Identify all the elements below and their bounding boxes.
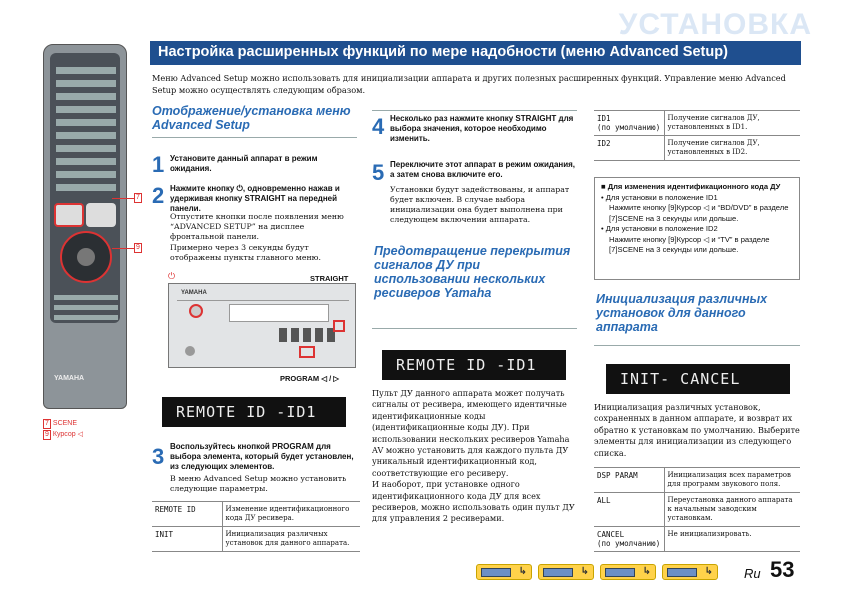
step-2-text-1: Отпустите кнопки после появления меню “ADVANCED SETUP” на дисплее фронтальной панели.: [170, 212, 344, 241]
init-option-row: [594, 527, 800, 552]
init-option-value: Инициализация всех параметров для программ звукового поля.: [664, 468, 800, 493]
setup-item-value: Изменение идентификационного кода ДУ ресивера.: [222, 502, 360, 527]
init-option-key: ALL: [594, 493, 664, 527]
init-option-value: Не инициализировать.: [664, 527, 800, 552]
init-option-key: DSP PARAM: [594, 468, 664, 493]
remote-id-row: [594, 111, 800, 136]
setup-item-row: [152, 527, 360, 552]
step-3-title: Воспользуйтесь кнопкой PROGRAM для выбора элемента, который будет установлен, из следующих элементов.: [170, 442, 354, 471]
nav-button-1[interactable]: ↳: [476, 564, 532, 580]
setup-item-key: INIT: [152, 527, 222, 552]
callout-9-marker: 9: [136, 244, 140, 251]
step-2-title: Нажмите кнопку ⏻, одновременно нажав и удерживая кнопку STRAIGHT на передней панели.: [170, 184, 340, 213]
remote-brand: YAMAHA: [54, 375, 85, 382]
remote-legend-7: 7 SCENE: [45, 420, 78, 427]
nav-button-2[interactable]: ↳: [538, 564, 594, 580]
remote-id-key: ID1 (по умолчанию): [594, 111, 664, 136]
straight-label: STRAIGHT: [310, 274, 349, 283]
remote-id-box-title: ■ Для изменения идентификационного кода ДУ: [601, 182, 781, 191]
step-3-text: В меню Advanced Setup можно установить следующие параметры.: [170, 474, 347, 493]
setup-item-row: [152, 502, 360, 527]
section-heading-advanced-setup: Отображение/установка меню Advanced Setup: [152, 104, 351, 132]
init-description: Инициализация различных установок, сохраненных в данном аппарате, и возврат их обратно к установкам по умолчанию. Выберите элементы для инициализации из следующего списка.: [594, 402, 800, 458]
step-4-title: Несколько раз нажмите кнопку STRAIGHT для выбора значения, которое необходимо изменить.: [390, 114, 574, 143]
step-5-title: Переключите этот аппарат в режим ожидания, а затем снова включите его.: [390, 160, 576, 179]
section-watermark: УСТАНОВКА: [618, 8, 812, 41]
init-options-table: [594, 467, 800, 552]
init-option-value: Переустановка данного аппарата к начальным заводским установкам.: [664, 493, 800, 527]
remote-id-box-line-2: Нажмите кнопку [9]Курсор ◁ и “BD/DVD” в разделе [7]SCENE на 3 секунды или дольше.: [609, 203, 789, 223]
remote-id-box-line-3: • Для установки в положение ID2: [601, 224, 718, 233]
section-heading-init: Инициализация различных установок для данного аппарата: [596, 292, 768, 334]
lcd-display-remote-id-2: REMOTE ID -ID1: [382, 350, 566, 380]
program-label: PROGRAM ◁ / ▷: [280, 374, 340, 383]
remote-id-box-line-1: • Для установки в положение ID1: [601, 192, 718, 202]
power-label: ⏻: [168, 272, 176, 282]
language-label: Ru: [744, 566, 761, 581]
step-3-number: 3: [152, 444, 165, 469]
intro-text: Меню Advanced Setup можно использовать для инициализации аппарата и других полезных расширенных функций. Управление меню Advanced Setup можно осуществлять следующим образом.: [152, 73, 786, 95]
step-1-number: 1: [152, 152, 165, 177]
step-2-number: 2: [152, 183, 165, 208]
step-5-number: 5: [372, 160, 385, 185]
step-5-text: Установки будут задействованы, и аппарат будет включен. В случае выбора инициализации она будет выполнена при следующем включении аппарата.: [390, 185, 570, 224]
nav-button-3[interactable]: ↳: [600, 564, 656, 580]
remote-id-value: Получение сигналов ДУ, установленных в ID2.: [664, 136, 800, 161]
step-4-number: 4: [372, 114, 385, 139]
init-option-row: [594, 468, 800, 493]
setup-item-key: REMOTE ID: [152, 502, 222, 527]
remote-id-values-table: [594, 110, 800, 161]
remote-legend-9: 9 Курсор ◁: [45, 431, 83, 438]
step-2-text-2: Примерно через 3 секунды будут отображены пункты главного меню.: [170, 243, 321, 262]
step-1-title: Установите данный аппарат в режим ожидания.: [170, 154, 318, 173]
nav-button-4[interactable]: ↳: [662, 564, 718, 580]
init-option-key: CANCEL (по умолчанию): [594, 527, 664, 552]
remote-id-row: [594, 136, 800, 161]
setup-item-value: Инициализация различных установок для данного аппарата.: [222, 527, 360, 552]
callout-7-marker: 7: [136, 194, 140, 201]
lcd-display-init: INIT- CANCEL: [606, 364, 790, 394]
remote-id-box-line-4: Нажмите кнопку [9]Курсор ◁ и “TV” в разделе [7]SCENE на 3 секунды или дольше.: [609, 234, 770, 254]
lcd-display-remote-id: REMOTE ID -ID1: [162, 397, 346, 427]
section-heading-remote-id: Предотвращение перекрытия сигналов ДУ при использовании нескольких ресиверов Yamaha: [374, 244, 571, 300]
page-number: 53: [770, 557, 795, 582]
remote-id-key: ID2: [594, 136, 664, 161]
remote-id-instructions-box: [594, 177, 800, 280]
remote-id-description: Пульт ДУ данного аппарата может получать сигналы от ресивера, имеющего идентичные идентификационные коды (идентификационные коды ДУ). При использовании нескольких ресиверов Yamaha AV можно установить для каждого пульта ДУ уникальный идентификационный код, соответствующие его ресиверу. И наоборот, при установке одного идентификационного кода ДУ для всех ресиверов, можно использовать один пульт ДУ для управления 2 ресиверами.: [372, 388, 575, 524]
page-title: Настройка расширенных функций по мере надобности (меню Advanced Setup): [150, 41, 801, 65]
front-panel-illustration: YAMAHA: [168, 283, 356, 368]
remote-id-value: Получение сигналов ДУ, установленных в ID1.: [664, 111, 800, 136]
callout-7-line: [112, 198, 134, 199]
remote-illustration: [43, 44, 127, 409]
init-option-row: [594, 493, 800, 527]
advanced-setup-items-table: [152, 501, 360, 552]
callout-9-line: [112, 248, 134, 249]
